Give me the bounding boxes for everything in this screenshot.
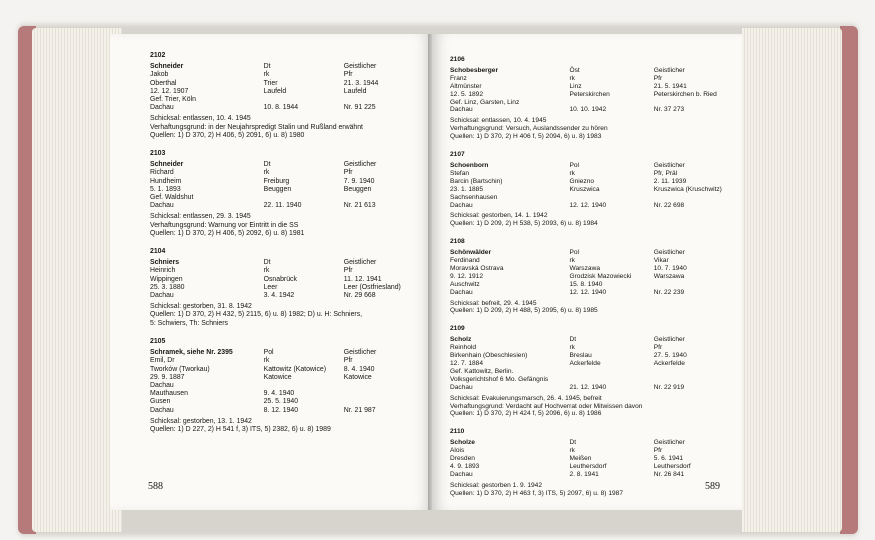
record-cell: 5. 1. 1893 — [150, 185, 181, 193]
record-cell — [654, 194, 732, 202]
record-cell: Dachau — [150, 292, 174, 300]
record-cell: Kruszwica (Kruschwitz) — [653, 185, 722, 193]
record-number: 2109 — [450, 325, 465, 333]
person-name: Schneider — [150, 161, 184, 169]
record-cell: Altmünster — [450, 82, 482, 90]
record-cell: Dachau — [450, 201, 473, 209]
record-cell: Gusen — [150, 398, 171, 406]
record-cell: Emil, Dr — [150, 357, 175, 365]
record-cell: 21. 5. 1941 — [653, 82, 687, 90]
record-cell: Laufeld — [263, 87, 287, 95]
record-cell: Pfr, Präl — [653, 169, 678, 177]
record-cell: Wippingen — [150, 275, 183, 283]
record-cell: Geistlicher — [343, 161, 377, 169]
record-cell: Öst — [569, 66, 580, 74]
record-cell: Pol — [569, 249, 579, 257]
record-cell: Dt — [569, 439, 577, 447]
record-cell: Nr. 22 698 — [653, 201, 685, 209]
left-page-stack — [32, 28, 122, 532]
record-cell: 21. 3. 1944 — [343, 79, 379, 87]
record-entry — [450, 56, 732, 141]
record-cell: rk — [263, 71, 270, 79]
record-cell: Ferdinand — [450, 257, 480, 265]
right-page-content — [450, 56, 732, 508]
left-page-content — [150, 52, 418, 444]
record-cell: Hundheim — [150, 177, 182, 185]
record-cell: Trier — [263, 79, 278, 87]
record-cell: Nr. 37 273 — [653, 106, 685, 114]
record-cell: Pol — [569, 161, 579, 169]
record-entry — [150, 52, 418, 140]
record-cell: Geistlicher — [343, 349, 377, 357]
record-cell: Katowice — [263, 373, 292, 381]
record-cell: 12. 5. 1892 — [450, 90, 483, 98]
record-cell: Heinrich — [150, 267, 176, 275]
record-cell: Nr. 91 225 — [343, 104, 376, 112]
record-cell: 21. 12. 1940 — [569, 383, 607, 391]
record-cell: Geistlicher — [653, 336, 685, 344]
record-cell: 10. 8. 1944 — [263, 104, 299, 112]
record-cell: Gef. Kattowitz, Berlin. — [450, 367, 514, 375]
record-cell: Geistlicher — [653, 249, 685, 257]
record-note-line: Quellen: 1) D 209, 2) H 538, 5) 2093, 6) u. 8) 1984 — [450, 220, 598, 228]
person-name: Schobesberger — [450, 66, 499, 74]
record-cell: Peterskirchen b. Ried — [653, 90, 717, 98]
record-entry — [450, 428, 732, 497]
record-details — [450, 336, 732, 391]
record-cell: Pfr — [653, 447, 663, 455]
record-details — [150, 349, 418, 415]
record-note-line: Verhaftungsgrund: Warnung vor Eintritt in die SS — [150, 221, 299, 229]
record-number: 2106 — [450, 56, 465, 63]
record-entry — [150, 338, 418, 434]
record-cell: Osnabrück — [263, 275, 297, 283]
record-details — [450, 249, 732, 296]
record-cell: Dachau — [450, 106, 473, 114]
record-cell: Stefan — [450, 169, 470, 177]
record-cell: Dresden — [450, 455, 475, 463]
record-cell: 8. 4. 1940 — [343, 365, 375, 373]
record-cell: Dachau — [450, 470, 473, 478]
record-cell: Birkenhain (Obeschlesien) — [450, 352, 528, 360]
record-cell: 23. 1. 1885 — [450, 185, 483, 193]
record-number: 2104 — [150, 248, 166, 256]
record-number: 2108 — [450, 238, 465, 246]
record-number: 2103 — [150, 150, 166, 158]
record-entry — [150, 248, 418, 328]
record-note-line: Quellen: 1) D 370, 2) H 432, 5) 2115, 6) u. 8) 1982; D) u. H: Schniers, — [150, 311, 363, 319]
record-cell: Geistlicher — [343, 63, 377, 71]
record-note-line: Quellen: 1) D 227, 2) H 541 f, 3) ITS, 5) 2382, 6) u. 8) 1989 — [150, 425, 331, 433]
record-cell: 2. 11. 1939 — [653, 177, 687, 185]
record-note-line: 5: Schwiers, Th: Schniers — [150, 319, 228, 327]
record-cell: Linz — [569, 82, 582, 90]
record-cell: rk — [263, 357, 270, 365]
record-cell: Sachsenhausen — [450, 193, 498, 201]
record-cell: Nr. 21 613 — [343, 202, 376, 210]
record-cell: 7. 9. 1940 — [343, 177, 375, 185]
record-note-line: Quellen: 1) D 370, 2) H 406, 5) 2092, 6) u. 8) 1981 — [150, 229, 305, 237]
record-cell: Leer (Ostfriesland) — [343, 283, 401, 291]
right-page — [432, 34, 742, 510]
record-number: 2102 — [150, 52, 166, 59]
record-cell: Leuthersdorf — [653, 462, 691, 470]
record-number: 2105 — [150, 337, 166, 345]
record-cell: Geistlicher — [653, 161, 685, 169]
record-cell: Dt — [263, 161, 271, 169]
record-cell: Nr. 21 987 — [343, 406, 376, 414]
record-cell: rk — [569, 257, 575, 265]
record-cell: Warszawa — [653, 272, 685, 280]
record-cell: Kruszwica — [569, 185, 600, 193]
record-note-line: Verhaftungsgrund: Versuch, Auslandssender zu hören — [450, 125, 608, 133]
record-cell: 4. 9. 1893 — [450, 462, 480, 470]
record-cell: 12. 12. 1940 — [569, 201, 607, 209]
person-name: Scholze — [450, 439, 475, 447]
record-cell — [654, 281, 732, 289]
record-cell: Barcin (Bartschin) — [450, 177, 503, 185]
person-name: Schramek, siehe Nr. 2395 — [150, 349, 233, 357]
record-cell — [569, 368, 647, 376]
record-cell: rk — [569, 344, 575, 352]
person-name: Scholz — [450, 336, 472, 344]
record-cell: 25. 5. 1940 — [263, 398, 299, 406]
record-cell: 29. 9. 1887 — [150, 373, 185, 381]
record-note-line: Schicksal: befreit, 29. 4. 1945 — [450, 299, 537, 307]
record-cell: Nr. 26 841 — [653, 470, 685, 478]
record-cell: Meißen — [569, 455, 592, 463]
record-details — [450, 67, 732, 114]
record-cell: 3. 4. 1942 — [263, 292, 295, 300]
record-cell — [569, 194, 647, 202]
record-cell — [344, 382, 418, 390]
record-cell: Pfr — [653, 344, 663, 352]
record-cell: rk — [569, 447, 575, 455]
person-name: Schoenborn — [450, 161, 489, 169]
record-cell: 8. 12. 1940 — [263, 406, 299, 414]
record-note-line: Verhaftungsgrund: in der Neujahrspredigt Stalin und Rußland erwähnt — [150, 123, 363, 131]
record-cell: Nr. 29 668 — [343, 292, 376, 300]
record-cell: Warszawa — [569, 264, 601, 272]
record-cell: rk — [569, 74, 575, 82]
record-cell: 15. 8. 1940 — [569, 280, 603, 288]
record-details — [450, 439, 732, 479]
record-cell: Richard — [150, 169, 174, 177]
record-cell: Leer — [263, 283, 278, 291]
record-number: 2107 — [450, 151, 465, 159]
record-note-line: Quellen: 1) D 370, 2) H 424 f, 5) 2096, 6) u. 8) 1986 — [450, 410, 602, 418]
record-note-line: Schicksal: gestorben 1. 9. 1942 — [450, 481, 543, 489]
record-note-line: Quellen: 1) D 370, 2) H 406, 5) 2091, 6) u. 8) 1980 — [150, 131, 305, 139]
left-page-number: 588 — [148, 481, 163, 492]
record-note-line: Schicksal: entlassen, 29. 3. 1945 — [150, 213, 251, 221]
record-cell: Ackerfelde — [569, 360, 601, 367]
right-page-number: 589 — [705, 481, 720, 492]
record-entry — [450, 151, 732, 228]
record-cell: Dachau — [150, 381, 174, 389]
record-cell: Moravská Ostrava — [450, 264, 504, 272]
record-cell: Geistlicher — [343, 259, 377, 267]
record-cell: Leuthersdorf — [569, 462, 607, 470]
left-page — [110, 34, 432, 510]
record-cell: rk — [569, 169, 575, 177]
record-details — [450, 162, 732, 209]
record-note-line: Schicksal: entlassen, 10. 4. 1945 — [450, 117, 547, 125]
record-cell: Nr. 22 919 — [653, 383, 685, 391]
record-cell: 2. 8. 1941 — [569, 470, 599, 478]
record-cell — [344, 96, 418, 104]
record-details — [150, 259, 418, 300]
record-cell: Mauthausen — [150, 390, 188, 398]
record-cell: Auschwitz — [450, 280, 480, 288]
record-cell: Dt — [569, 336, 577, 344]
record-cell: Reinhold — [450, 344, 477, 352]
record-cell: Franz — [450, 74, 467, 82]
record-cell: Vikar — [653, 257, 669, 265]
record-cell: Gef. Waldshut — [150, 194, 194, 202]
record-cell — [569, 99, 647, 107]
record-note-line: Quellen: 1) D 370, 2) H 406 f, 5) 2094, 6) u. 8) 1983 — [450, 133, 602, 141]
record-cell: Dachau — [450, 383, 473, 391]
record-cell: 5. 6. 1941 — [653, 455, 684, 463]
record-cell: 9. 12. 1912 — [450, 272, 483, 280]
right-cover-edge — [840, 26, 858, 534]
record-cell: Gef. Linz, Garsten, Linz — [450, 98, 520, 106]
record-cell: Dachau — [150, 202, 174, 210]
record-cell: Oberthal — [150, 79, 177, 87]
record-cell: Dt — [263, 259, 271, 267]
record-cell: Tworków (Tworkau) — [150, 365, 210, 373]
record-note-line: Schicksal: Evakuierungsmarsch, 26. 4. 1945, befreit — [450, 394, 602, 402]
record-cell: rk — [263, 169, 270, 177]
person-name: Schönwälder — [450, 249, 492, 257]
record-cell — [654, 376, 732, 384]
record-cell: Ackerfelde — [653, 360, 685, 367]
record-cell: Pol — [263, 349, 274, 357]
record-cell: Katowice — [343, 373, 372, 381]
record-cell: Pfr — [343, 71, 353, 79]
record-cell: 22. 11. 1940 — [263, 202, 302, 210]
record-cell: Grodzisk Mazowiecki — [569, 272, 632, 280]
record-cell — [569, 376, 647, 384]
record-note-line: Schicksal: gestorben, 14. 1. 1942 — [450, 212, 548, 220]
record-cell: 12. 7. 1884 — [450, 360, 483, 367]
record-cell: Pfr — [343, 169, 353, 177]
record-cell: Dachau — [150, 104, 174, 112]
record-entry — [150, 150, 418, 238]
record-cell: Nr. 22 239 — [653, 288, 685, 296]
record-cell — [264, 194, 338, 202]
record-number: 2110 — [450, 428, 465, 436]
person-name: Schneider — [150, 63, 184, 71]
record-cell: 27. 5. 1940 — [653, 352, 687, 360]
record-cell — [654, 99, 732, 107]
record-cell: 12. 12. 1940 — [569, 288, 607, 296]
record-cell — [344, 390, 418, 398]
record-cell — [654, 368, 732, 376]
record-cell: Alois — [450, 447, 465, 455]
record-cell: Beuggen — [343, 185, 372, 193]
record-cell: Gef. Trier, Köln — [150, 96, 196, 104]
record-entry — [450, 238, 732, 315]
record-cell: Volksgerichtshof 6 Mo. Gefängnis — [450, 375, 549, 383]
record-cell: Kattowitz (Katowice) — [263, 365, 327, 373]
record-note-line: Schicksal: gestorben, 13. 1. 1942 — [150, 417, 252, 425]
record-cell: Dachau — [450, 288, 473, 296]
record-cell — [264, 96, 338, 104]
record-cell: rk — [263, 267, 270, 275]
record-cell: Breslau — [569, 352, 592, 360]
record-cell: Geistlicher — [653, 439, 685, 447]
record-cell: Dt — [263, 63, 271, 71]
record-cell: 10. 10. 1942 — [569, 106, 607, 114]
record-cell: Jakob — [150, 71, 169, 79]
record-cell: Pfr — [653, 74, 663, 82]
record-cell: 10. 7. 1940 — [653, 264, 687, 272]
record-note-line: Quellen: 1) D 370, 2) H 463 f, 3) ITS, 5) 2097, 6) u. 8) 1987 — [450, 489, 623, 497]
record-note-line: Schicksal: entlassen, 10. 4. 1945 — [150, 115, 251, 123]
record-cell — [344, 194, 418, 202]
record-cell: Pfr — [343, 357, 353, 365]
person-name: Schniers — [150, 259, 180, 267]
record-cell: 12. 12. 1907 — [150, 87, 189, 95]
record-cell: 9. 4. 1940 — [263, 390, 295, 398]
record-cell: Pfr — [343, 267, 353, 275]
record-cell: Freiburg — [263, 177, 290, 185]
record-cell: Peterskirchen — [569, 90, 610, 98]
record-details — [150, 161, 418, 210]
record-cell: Gniezno — [569, 177, 595, 185]
record-cell: Laufeld — [343, 87, 367, 95]
record-cell: 11. 12. 1941 — [343, 275, 382, 283]
record-note-line: Verhaftungsgrund: Verdacht auf Hochverrat oder Mitwissen davon — [450, 402, 643, 410]
right-page-stack — [742, 28, 842, 532]
record-cell: Beuggen — [263, 185, 292, 193]
record-note-line: Quellen: 1) D 209, 2) H 488, 5) 2095, 6) u. 8) 1985 — [450, 307, 598, 315]
record-cell — [264, 382, 338, 390]
record-note-line: Schicksal: gestorben, 31. 8. 1942 — [150, 303, 252, 311]
record-cell: 25. 3. 1880 — [150, 283, 185, 291]
record-cell — [344, 398, 418, 406]
record-cell: Geistlicher — [653, 66, 685, 74]
record-cell: Dachau — [150, 406, 174, 414]
record-details — [150, 63, 418, 112]
record-entry — [450, 325, 732, 418]
